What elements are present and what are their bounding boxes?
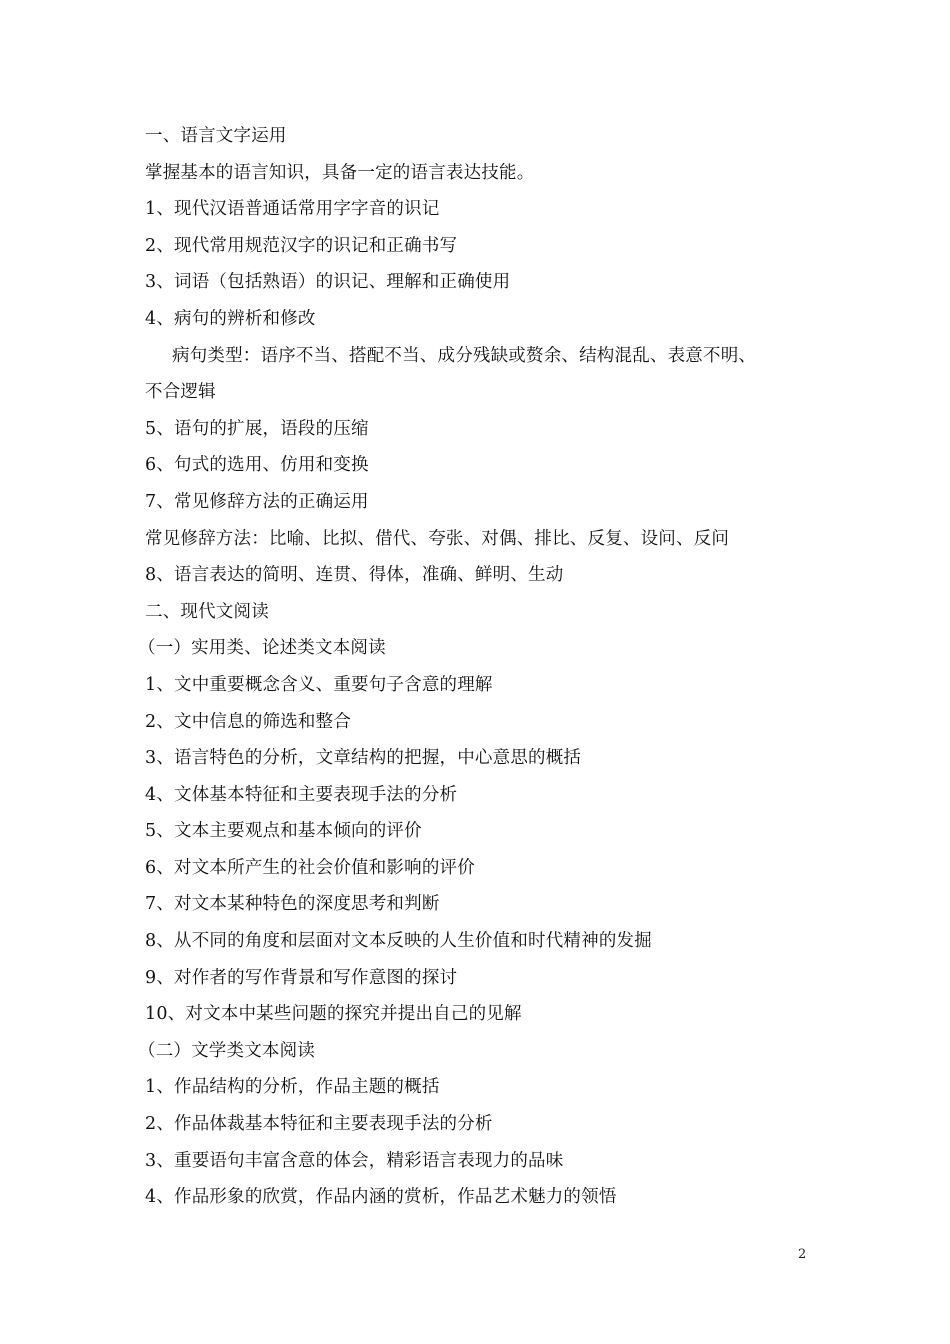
- section-heading-modern-reading: 二、现代文阅读: [145, 601, 269, 622]
- section-heading-language-use: 一、语言文字运用: [145, 126, 287, 146]
- list-item: 9、对作者的写作背景和写作意图的探讨: [145, 967, 458, 988]
- list-item: 2、作品体裁基本特征和主要表现手法的分析: [145, 1114, 493, 1135]
- paragraph-text: 不合逻辑: [145, 382, 216, 403]
- list-item: 1、作品结构的分析，作品主题的概括: [145, 1077, 440, 1098]
- list-item: 7、常见修辞方法的正确运用: [145, 491, 369, 512]
- list-item: 4、作品形象的欣赏，作品内涵的赏析，作品艺术魅力的领悟: [145, 1187, 617, 1208]
- list-item: 7、对文本某种特色的深度思考和判断: [145, 894, 440, 915]
- subsection-heading: （二）文学类文本阅读: [138, 1040, 315, 1061]
- list-item: 6、句式的选用、仿用和变换: [145, 455, 369, 476]
- list-item: 3、词语（包括熟语）的识记、理解和正确使用: [145, 272, 511, 293]
- list-item: 2、文中信息的筛选和整合: [145, 711, 352, 732]
- list-item: 8、从不同的角度和层面对文本反映的人生价值和时代精神的发掘: [145, 931, 652, 952]
- list-item: 4、病句的辨析和修改: [145, 308, 316, 329]
- paragraph-text: 病句类型：语序不当、搭配不当、成分残缺或赘余、结构混乱、表意不明、: [172, 345, 757, 366]
- list-item: 6、对文本所产生的社会价值和影响的评价: [145, 857, 475, 878]
- page-number: 2: [798, 1247, 807, 1262]
- list-item: 4、文体基本特征和主要表现手法的分析: [145, 784, 458, 805]
- list-item: 3、语言特色的分析，文章结构的把握，中心意思的概括: [145, 748, 582, 769]
- document-body: [138, 118, 835, 1216]
- list-item: 5、文本主要观点和基本倾向的评价: [145, 821, 422, 842]
- list-item: 8、语言表达的简明、连贯、得体，准确、鲜明、生动: [145, 565, 564, 586]
- paragraph-text: 常见修辞方法：比喻、比拟、借代、夸张、对偶、排比、反复、设问、反问: [145, 528, 730, 549]
- list-item: 1、文中重要概念含义、重要句子含意的理解: [145, 674, 493, 695]
- subsection-heading: （一）实用类、论述类文本阅读: [138, 638, 386, 659]
- list-item: 5、语句的扩展，语段的压缩: [145, 418, 369, 439]
- list-item: 1、现代汉语普通话常用字字音的识记: [145, 199, 440, 220]
- paragraph-text: 掌握基本的语言知识，具备一定的语言表达技能。: [145, 162, 535, 183]
- list-item: 2、现代常用规范汉字的识记和正确书写: [145, 235, 458, 256]
- list-item: 3、重要语句丰富含意的体会，精彩语言表现力的品味: [145, 1150, 564, 1171]
- list-item: 10、对文本中某些问题的探究并提出自己的见解: [145, 1004, 522, 1025]
